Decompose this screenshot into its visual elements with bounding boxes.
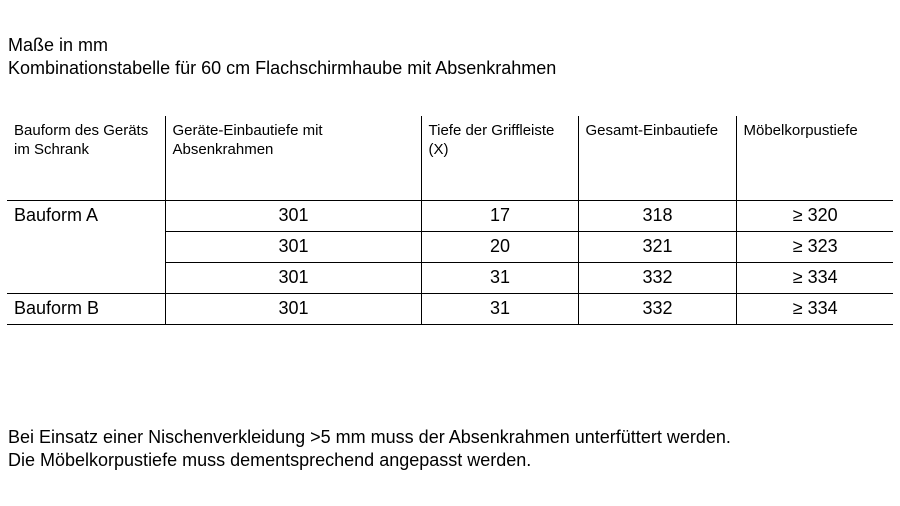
bauform-a-cell: Bauform A <box>7 200 165 293</box>
table-cell: ≥ 323 <box>736 231 893 262</box>
footnote-line-2: Die Möbelkorpustiefe muss dementsprechend angepasst werden. <box>8 450 532 470</box>
combination-table <box>7 116 893 325</box>
table-cell: 301 <box>165 293 421 324</box>
table-cell: 31 <box>421 262 578 293</box>
table-row <box>7 200 893 231</box>
header-geraete-einbautiefe: Geräte-Einbautiefe mit Absenkrahmen <box>165 116 421 200</box>
table-cell: 321 <box>578 231 736 262</box>
bauform-b-cell: Bauform B <box>7 293 165 324</box>
table-cell: 301 <box>165 231 421 262</box>
units-title: Maße in mm <box>8 35 109 55</box>
table-title: Kombinationstabelle für 60 cm Flachschirmhaube mit Absenkrahmen <box>8 58 557 78</box>
header-tiefe-griffleiste: Tiefe der Griffleiste (X) <box>421 116 578 200</box>
table-cell: ≥ 334 <box>736 262 893 293</box>
table-row <box>7 293 893 324</box>
table-cell: 20 <box>421 231 578 262</box>
title-block <box>8 34 556 80</box>
table-cell: 31 <box>421 293 578 324</box>
table-cell: ≥ 334 <box>736 293 893 324</box>
footnote-line-1: Bei Einsatz einer Nischenverkleidung >5 mm muss der Absenkrahmen unterfüttert werden. <box>8 427 731 447</box>
table-cell: 301 <box>165 200 421 231</box>
table-header-row <box>7 116 893 200</box>
table-cell: 318 <box>578 200 736 231</box>
table-cell: 301 <box>165 262 421 293</box>
table-cell: ≥ 320 <box>736 200 893 231</box>
table-cell: 17 <box>421 200 578 231</box>
header-gesamt-einbautiefe: Gesamt-Einbautiefe <box>578 116 736 200</box>
table-cell: 332 <box>578 293 736 324</box>
table-cell: 332 <box>578 262 736 293</box>
footnote <box>8 426 731 472</box>
header-moebelkorpustiefe: Möbelkorpustiefe <box>736 116 893 200</box>
header-bauform: Bauform des Geräts im Schrank <box>7 116 165 200</box>
